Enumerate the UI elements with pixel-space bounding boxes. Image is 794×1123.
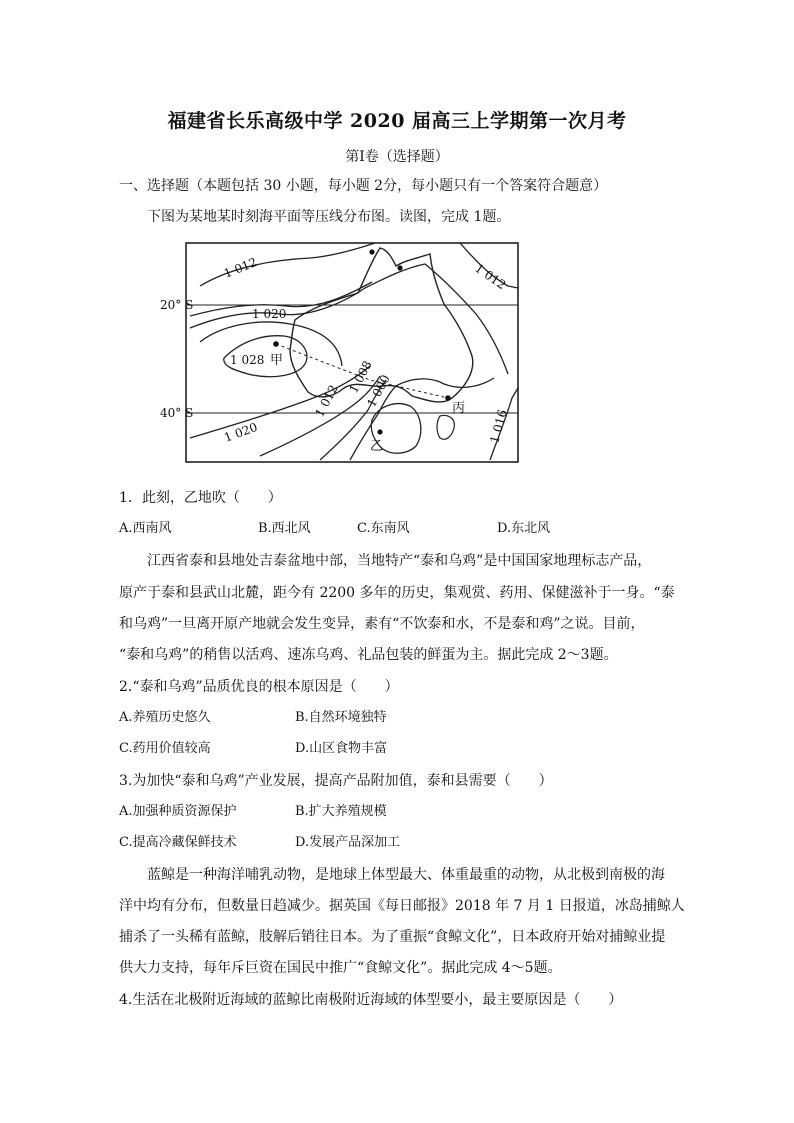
q1-option-c: C.东南风 (357, 521, 410, 536)
lat-label-20s: 20° S (160, 298, 194, 312)
isobar-label: 1 012 (312, 382, 341, 420)
q2-option-c: C.药用价值较高 (119, 741, 211, 756)
island (437, 416, 454, 440)
point-yi (377, 429, 382, 434)
isobar-label: 1 028 (230, 353, 265, 367)
place-label-yi: 乙 (370, 439, 384, 454)
question-1-stem: 1．此刻，乙地吹（ ） (119, 490, 282, 506)
passage-2-line: 捕杀了一头稀有蓝鲸，肢解后销往日本。为了重振“食鲸文化”，日本政府开始对捕鲸业提 (119, 929, 666, 945)
lat-label-40s: 40° S (160, 406, 194, 420)
question-3-stem: 3.为加快“泰和乌鸡”产业发展，提高产品附加值，泰和县需要（ ） (119, 773, 553, 789)
isobar-label: 1 008 (346, 358, 375, 396)
map-intro: 下图为某地某时刻海平面等压线分布图。读图，完成 1题。 (147, 209, 511, 225)
isobar-label: 1 020 (252, 307, 287, 321)
point-north-1 (369, 249, 374, 254)
isobar-label: 1 012 (472, 260, 509, 293)
isobar-label: 1 020 (222, 419, 260, 445)
passage-1-line: 原产于泰和县武山北麓，距今有 2200 多年的历史，集观赏、药用、保健滋补于一身。“泰 (119, 585, 675, 601)
passage-1-line: “泰和乌鸡”的稍售以活鸡、速冻乌鸡、礼品包装的鲜蛋为主。据此完成 2～3题。 (119, 647, 618, 663)
q1-option-b: B.西北风 (258, 521, 311, 536)
isobar-1020-south (190, 366, 370, 438)
passage-2-line: 洋中均有分布，但数量日趋减少。据英国《每日邮报》2018 年 7 月 1 日报道，冰岛捕鲸人 (119, 898, 685, 914)
point-jia (273, 341, 279, 347)
q3-option-b: B.扩大养殖规模 (295, 804, 387, 819)
isobar-1004 (396, 378, 494, 387)
q3-option-d: D.发展产品深加工 (295, 835, 401, 850)
question-4-stem: 4.生活在北极附近海域的蓝鲸比南极附近海域的体型要小，最主要原因是（ ） (119, 992, 623, 1008)
isobar-label: 1 000 (364, 372, 393, 410)
passage-1-line: 和乌鸡”一旦离开原产地就会发生变异，素有“不饮泰和水，不是泰和鸡”之说。目前， (119, 616, 645, 632)
point-north-2 (397, 265, 402, 270)
place-label-bing: 丙 (452, 401, 466, 416)
q3-option-c: C.提高冷藏保鲜技术 (119, 835, 237, 850)
place-label-jia: 甲 (270, 353, 284, 368)
question-2-stem: 2.“泰和乌鸡”品质优良的根本原因是（ ） (119, 679, 399, 695)
q1-option-a: A.西南风 (119, 521, 172, 536)
passage-2-line: 蓝鲸是一种海洋哺乳动物，是地球上体型最大、体重最重的动物，从北极到南极的海 (147, 867, 665, 883)
isobar-label: 1 016 (487, 407, 510, 445)
point-bing (445, 395, 451, 401)
passage-1-line: 江西省泰和县地处吉泰盆地中部，当地特产“泰和乌鸡”是中国国家地理标志产品， (147, 553, 652, 569)
q1-option-d: D.东北风 (497, 521, 551, 536)
isobar-label: 1 012 (221, 254, 259, 281)
page-title: 福建省长乐高级中学 2020 届高三上学期第一次月考 (167, 110, 627, 132)
passage-2-line: 供大力支持，每年斥巨资在国民中推广“食鲸文化”。据此完成 4～5题。 (119, 960, 562, 976)
q2-option-a: A.养殖历史悠久 (119, 710, 211, 725)
q2-option-b: B.自然环境独特 (295, 710, 387, 725)
q2-option-d: D.山区食物丰富 (295, 741, 388, 756)
isobar-map (160, 238, 530, 470)
page-subtitle: 第Ⅰ卷（选择题） (345, 149, 449, 165)
section-heading: 一、选择题（本题包括 30 小题，每小题 2分，每小题只有一个答案符合题意） (119, 178, 608, 194)
q3-option-a: A.加强种质资源保护 (119, 804, 237, 819)
